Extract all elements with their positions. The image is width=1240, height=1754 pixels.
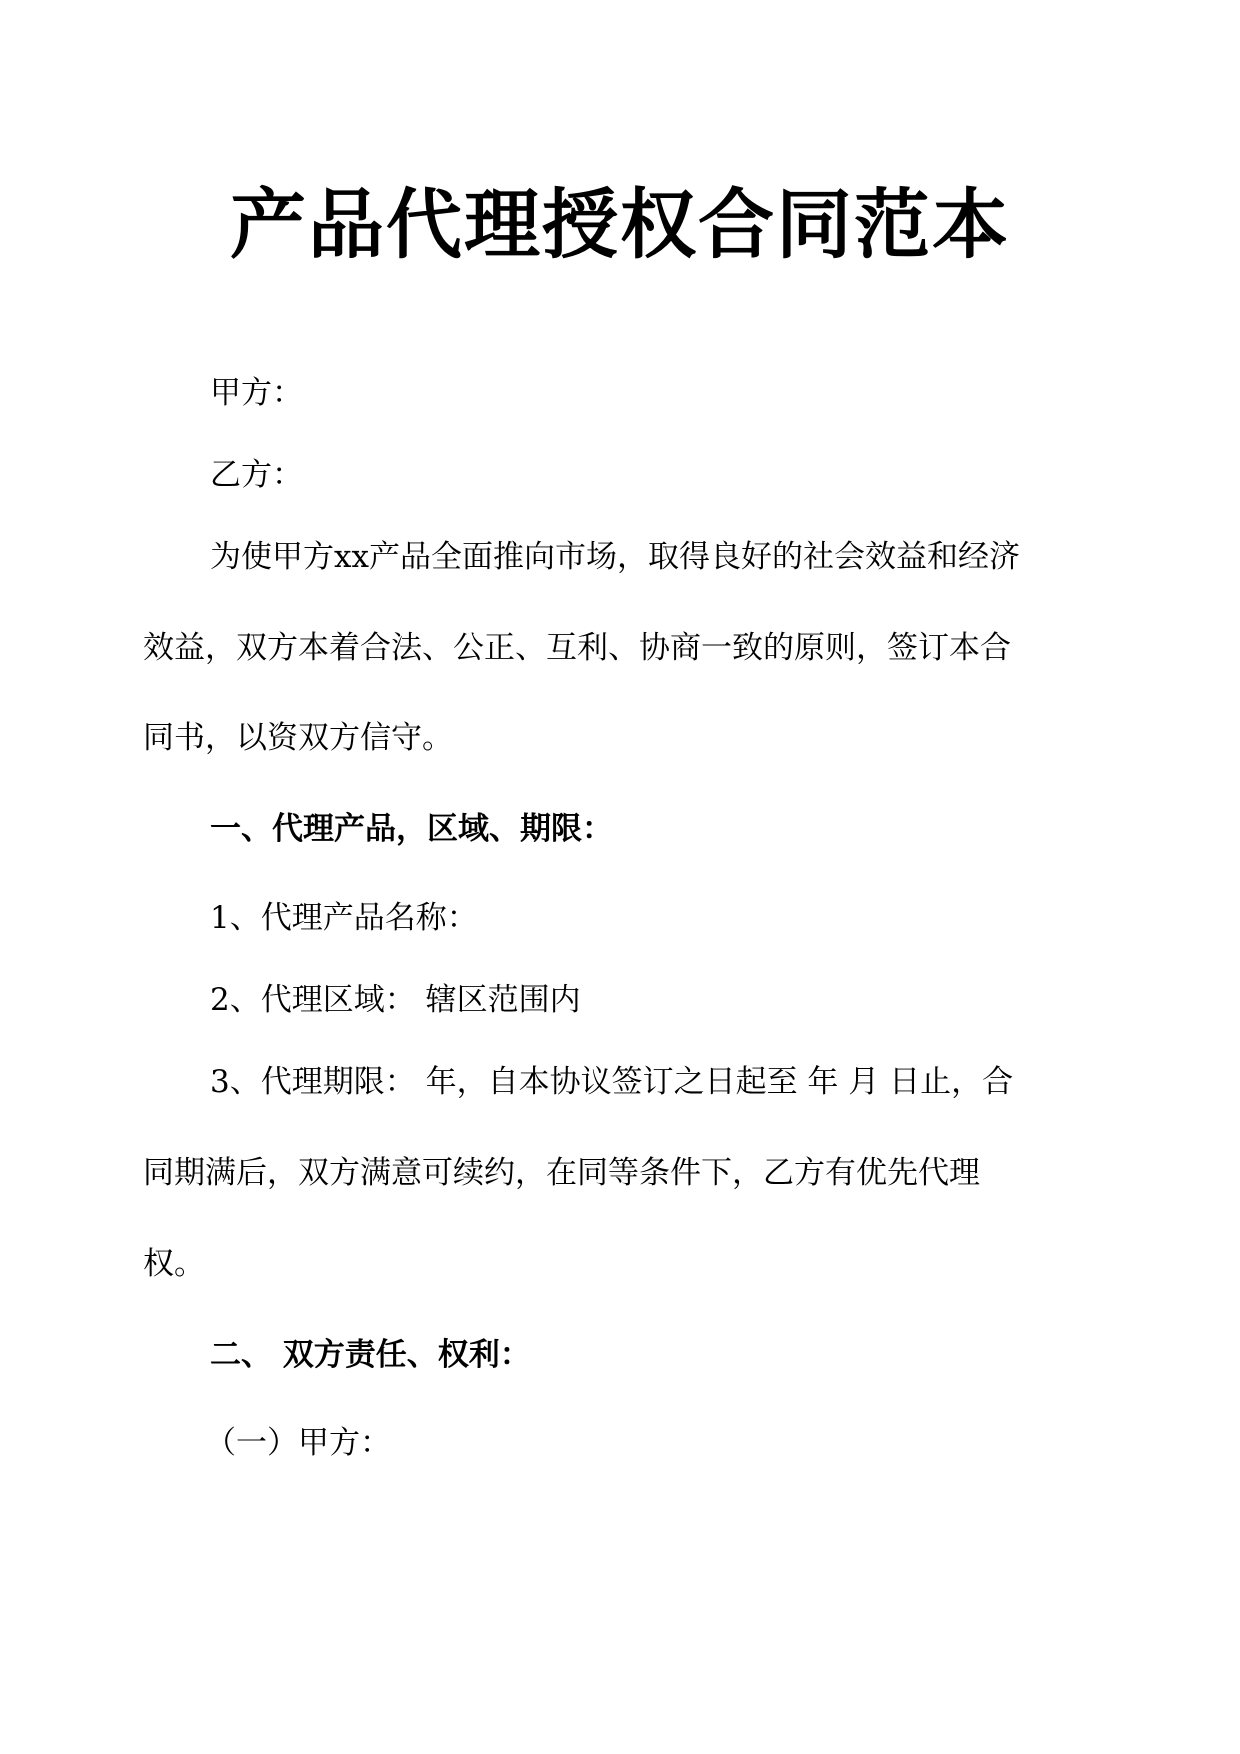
party-b-label: 乙方： [210, 457, 303, 493]
intro-line-1: 为使甲方xx产品全面推向市场，取得良好的社会效益和经济 [210, 539, 1020, 575]
intro-line-2: 效益，双方本着合法、公正、互利、协商一致的原则，签订本合 [143, 630, 1011, 666]
section-1-item-3-line-3: 权。 [143, 1246, 205, 1282]
section-2-heading: 二、 双方责任、权利： [210, 1337, 531, 1373]
section-2-sub-1: （一）甲方： [205, 1425, 391, 1461]
section-1-item-1: 1、代理产品名称： [210, 900, 478, 936]
section-1-item-3-line-2: 同期满后，双方满意可续约，在同等条件下，乙方有优先代理 [143, 1155, 980, 1191]
section-1-item-2: 2、代理区域： 辖区范围内 [210, 982, 581, 1018]
section-1-heading: 一、代理产品，区域、期限： [210, 811, 613, 847]
party-a-label: 甲方： [210, 375, 303, 411]
section-1-item-3-line-1: 3、代理期限： 年，自本协议签订之日起至 年 月 日止，合 [210, 1064, 1014, 1100]
intro-line-3: 同书，以资双方信守。 [143, 720, 453, 756]
document-title: 产品代理授权合同范本 [230, 180, 1010, 269]
